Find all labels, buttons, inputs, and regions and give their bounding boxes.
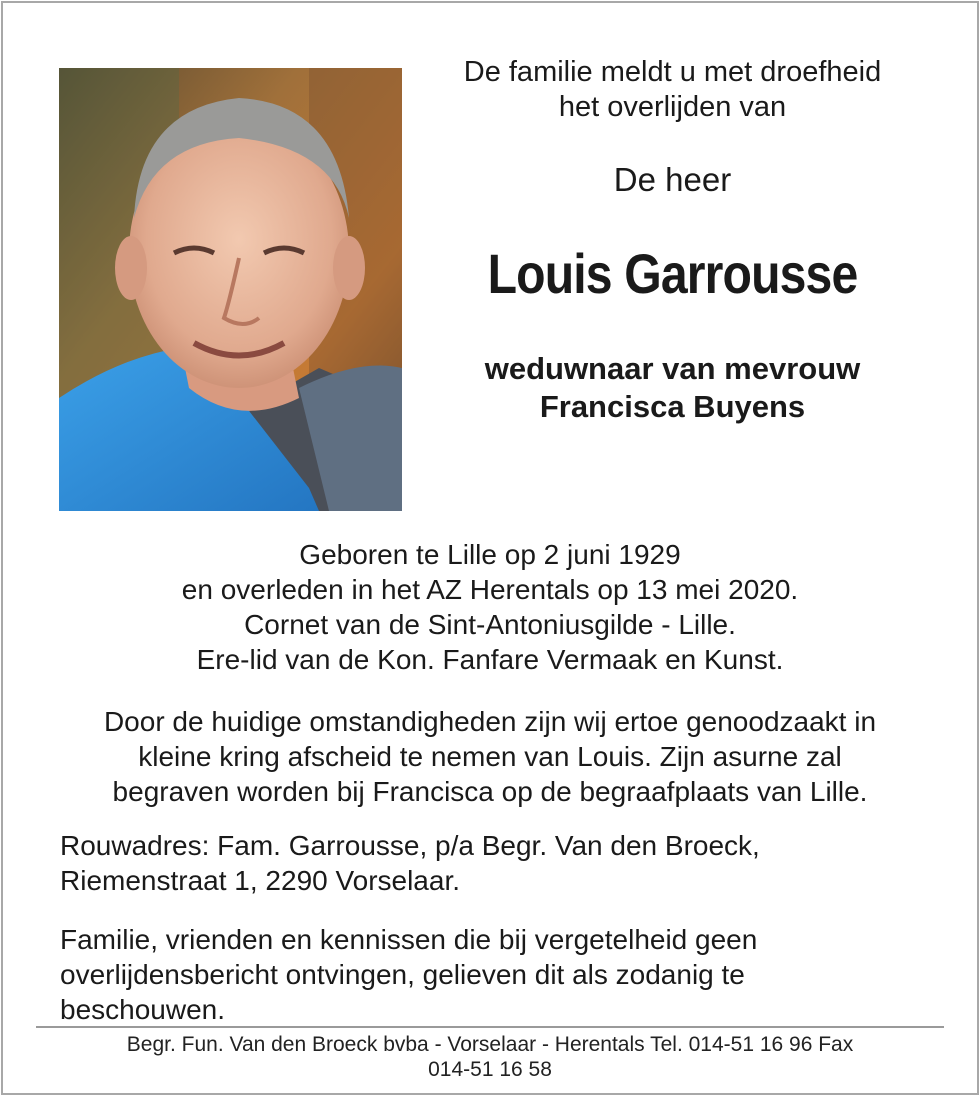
footer-line-1: Begr. Fun. Van den Broeck bvba - Vorselaar - Herentals Tel. 014-51 16 96 Fax [126,1033,854,1056]
intro-line-1: De familie meldt u met droefheid [463,56,882,88]
notice-line-3: beschouwen. [60,994,226,1025]
announcement-intro [420,55,925,125]
bio-line-3: Cornet van de Sint-Antoniusgilde - Lille. [244,609,736,640]
footer-line-2: 014-51 16 58 [428,1058,552,1081]
mourning-address [60,828,940,898]
notice-line-2: overlijdensbericht ontvingen, gelieven dit als zodanig te [60,959,745,990]
funeral-circumstances [40,704,940,809]
footer-divider [36,1026,944,1028]
address-line-1: Rouwadres: Fam. Garrousse, p/a Begr. Van den Broeck, [60,830,760,861]
portrait-photo [59,68,402,511]
circumstances-line-2: kleine kring afscheid te nemen van Louis. Zijn asurne zal [138,741,842,772]
widow-line-1: weduwnaar van mevrouw [484,351,861,386]
widow-line-2: Francisca Buyens [539,389,806,424]
bio-line-2: en overleden in het AZ Herentals op 13 mei 2020. [181,574,799,605]
bio-line-1: Geboren te Lille op 2 juni 1929 [299,539,681,570]
notice-line-1: Familie, vrienden en kennissen die bij vergetelheid geen [60,924,758,955]
biography [40,537,940,677]
bio-line-4: Ere-lid van de Kon. Fanfare Vermaak en Kunst. [196,644,784,675]
circumstances-line-3: begraven worden bij Francisca op de begraafplaats van Lille. [112,776,868,807]
intro-line-2: het overlijden van [558,91,787,123]
address-line-2: Riemenstraat 1, 2290 Vorselaar. [60,865,461,896]
family-notice [60,922,940,1027]
widow-note [420,350,925,426]
circumstances-line-1: Door de huidige omstandigheden zijn wij ertoe genoodzaakt in [103,706,877,737]
deceased-title: De heer [613,161,732,198]
funeral-director-footer [40,1032,940,1082]
deceased-name: Louis Garrousse [487,242,858,305]
